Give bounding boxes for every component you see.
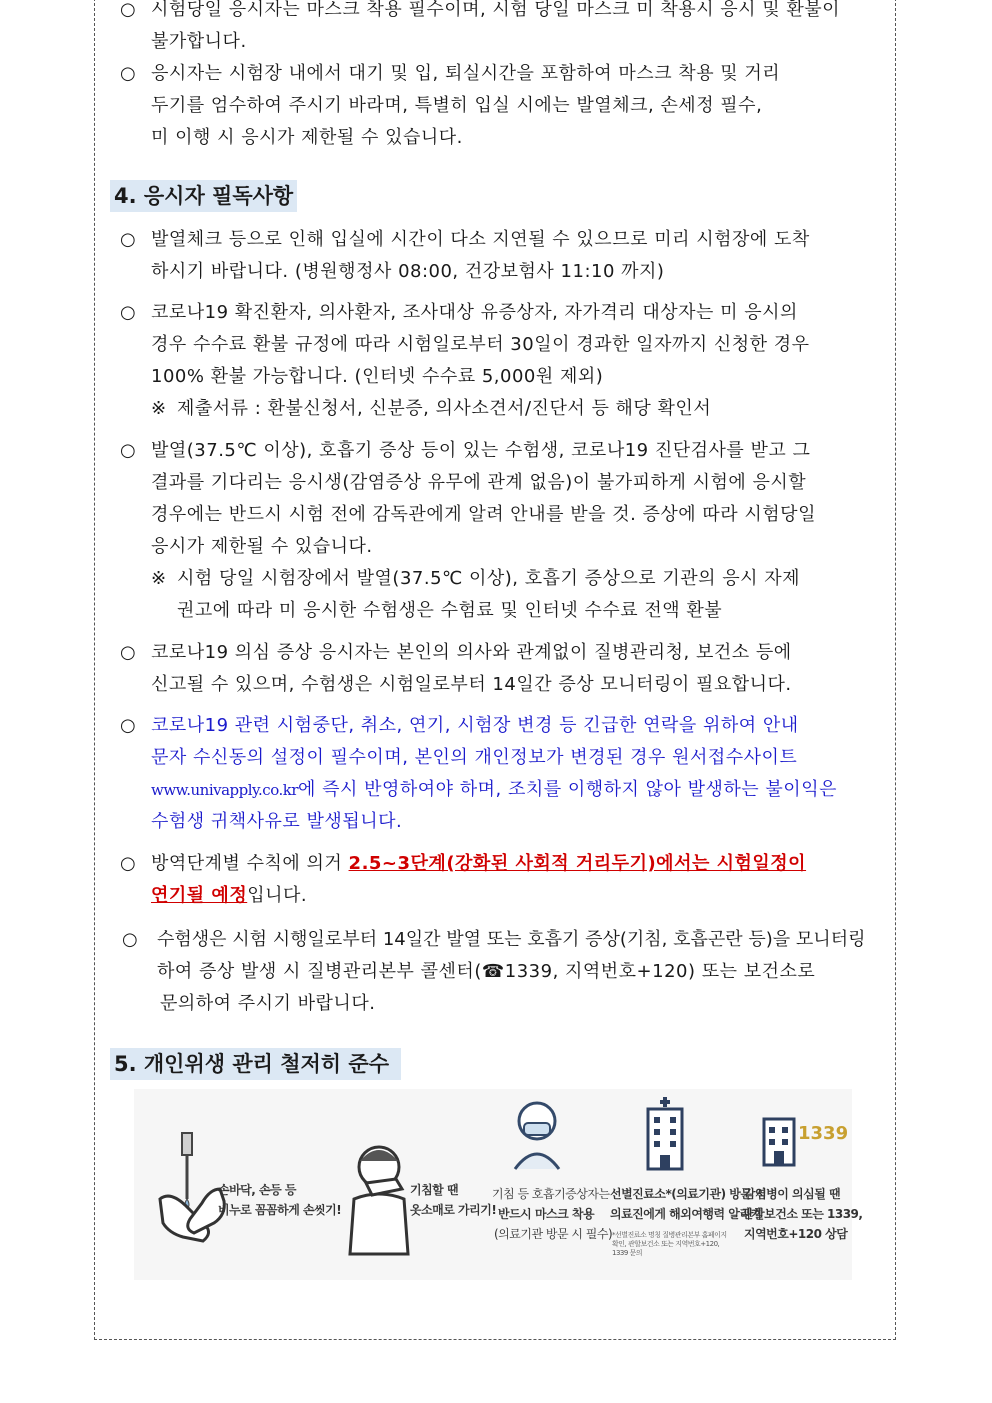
panel-caption: 선별진료소*(의료기관) 방문 시 [610, 1187, 767, 1201]
panel-caption: 비누로 꼼꼼하게 손씻기! [218, 1203, 342, 1217]
item-text: 발열(37.5℃ 이상), 호흡기 증상 등이 있는 수험생, 코로나19 진단검사를 받고 그 [151, 440, 811, 461]
site-url[interactable]: www.univapply.co.kr [151, 781, 298, 799]
note-symbol: ※ [151, 568, 167, 589]
list-item-warning [120, 848, 890, 912]
item-text: 경우에는 반드시 시험 전에 감독관에게 알려 안내를 받을 것. 증상에 따라 시험당일 [151, 504, 816, 525]
item-text: 미 이행 시 응시가 제한될 수 있습니다. [151, 127, 463, 148]
item-text: 두기를 엄수하여 주시기 바라며, 특별히 입실 시에는 발열체크, 손세정 필수, [151, 95, 763, 116]
list-item-notice [120, 710, 890, 838]
item-text: 결과를 기다리는 응시생(감염증상 유무에 관계 없음)이 불가피하게 시험에 응시할 [151, 472, 807, 493]
panel-caption: 옷소매로 가리기! [410, 1203, 497, 1217]
note-line [151, 563, 890, 595]
red-warning-text: 2.5~3단계(강화된 사회적 거리두기)에서는 시험일정이 [348, 853, 807, 874]
panel-caption: 의료진에게 해외여행력 알리기 [610, 1207, 762, 1221]
panel-caption: 기침할 땐 [410, 1183, 459, 1197]
section-heading: 5. 개인위생 관리 철저히 준수 [110, 1048, 401, 1080]
item-text: 신고될 수 있으며, 수험생은 시험일로부터 14일간 증상 모니터링이 필요합니다. [151, 674, 792, 695]
list-item [120, 0, 890, 58]
hospital-icon [642, 1095, 688, 1171]
list-item [120, 297, 890, 425]
panel-caption: 반드시 마스크 착용 [498, 1207, 595, 1221]
item-text [151, 880, 890, 912]
item-text [151, 774, 890, 806]
panel-footnote: *선별진료소 명칭 질병관리본부 홈페이지 확인, 관할보건소 또는 지역번호+120, 1339 문의 [612, 1231, 727, 1257]
item-text: 불가합니다. [151, 31, 247, 52]
item-text: 하여 증상 발생 시 질병관리본부 콜센터(☎1339, 지역번호+120) 또는 보건소로 [157, 961, 816, 982]
item-text: 응시자는 시험장 내에서 대기 및 입, 퇴실시간을 포함하여 마스크 착용 및 거리 [151, 63, 781, 84]
item-text-part: 에 즉시 반영하여야 하며, 조치를 이행하지 않아 발생하는 불이익은 [298, 779, 837, 800]
circle-bullet: ○ [120, 0, 137, 20]
item-text: 문의하여 주시기 바랍니다. [160, 993, 376, 1014]
circle-bullet: ○ [120, 715, 137, 736]
list-item [120, 224, 890, 288]
item-text-part: 방역단계별 수칙에 의거 [151, 853, 349, 874]
item-text: 수험생은 시험 시행일로부터 14일간 발열 또는 호흡기 증상(기침, 호흡곤란 등)을 모니터링 [157, 929, 866, 950]
note-text: 권고에 따라 미 응시한 수험생은 수험료 및 인터넷 수수료 전액 환불 [177, 600, 723, 621]
red-warning-text: 연기될 예정 [151, 885, 248, 906]
circle-bullet: ○ [120, 302, 137, 323]
panel-caption: 감염병이 의심될 땐 [744, 1187, 841, 1201]
item-text: 코로나19 확진환자, 의사환자, 조사대상 유증상자, 자가격리 대상자는 미 응시의 [151, 302, 798, 323]
panel-caption: 지역번호+120 상담 [744, 1227, 848, 1241]
section-heading: 4. 응시자 필독사항 [110, 180, 297, 212]
circle-bullet: ○ [120, 229, 137, 250]
item-text-part: 입니다. [247, 885, 308, 906]
item-text [151, 848, 890, 880]
note-symbol: ※ [151, 398, 167, 419]
note-text: 시험 당일 시험장에서 발열(37.5℃ 이상), 호흡기 증상으로 기관의 응시 자제 [177, 568, 801, 589]
item-text: 문자 수신동의 설정이 필수이며, 본인의 개인정보가 변경된 경우 원서접수사이트 [151, 747, 798, 768]
panel-caption: (의료기관 방문 시 필수) [494, 1227, 613, 1241]
circle-bullet: ○ [120, 440, 137, 461]
hygiene-panel [334, 1089, 497, 1280]
hygiene-panel [604, 1089, 767, 1280]
hygiene-infographic [134, 1089, 863, 1280]
item-text: 하시기 바랍니다. (병원행정사 08:00, 건강보험사 11:10 까지) [151, 261, 665, 282]
note-text: 제출서류 : 환불신청서, 신분증, 의사소견서/진단서 등 해당 확인서 [177, 398, 712, 419]
item-text: 코로나19 의심 증상 응시자는 본인의 의사와 관계없이 질병관리청, 보건소 등에 [151, 642, 792, 663]
note-line [151, 393, 890, 425]
item-text: 수험생 귀책사유로 발생됩니다. [151, 811, 403, 832]
item-text: 발열체크 등으로 인해 입실에 시간이 다소 지연될 수 있으므로 미리 시험장에 도착 [151, 229, 810, 250]
item-text: 경우 수수료 환불 규정에 따라 시험일로부터 30일이 경과한 일자까지 신청한 경우 [151, 334, 810, 355]
circle-bullet: ○ [122, 929, 139, 950]
hygiene-panel [734, 1089, 863, 1280]
health-center-1339-icon [758, 1099, 849, 1169]
item-text: 응시가 제한될 수 있습니다. [151, 536, 373, 557]
circle-bullet: ○ [120, 642, 137, 663]
mask-person-icon [512, 1099, 562, 1169]
hygiene-panel [484, 1089, 613, 1280]
circle-bullet: ○ [120, 63, 137, 84]
panel-caption: 관할보건소 또는 1339, [742, 1207, 863, 1221]
hygiene-panel [134, 1089, 342, 1280]
cough-elbow-icon [344, 1139, 414, 1259]
list-item [120, 58, 890, 154]
panel-caption: 기침 등 호흡기증상자는 [492, 1187, 610, 1201]
svg-text:1339: 1339 [798, 1123, 849, 1144]
item-text: 코로나19 관련 시험중단, 취소, 연기, 시험장 변경 등 긴급한 연락을 위하여 안내 [151, 715, 799, 736]
list-item [122, 924, 892, 1020]
item-text: 시험당일 응시자는 마스크 착용 필수이며, 시험 당일 마스크 미 착용시 응시 및 환불이 [151, 0, 841, 20]
circle-bullet: ○ [120, 853, 137, 874]
list-item [120, 435, 890, 627]
list-item [120, 637, 890, 701]
item-text: 100% 환불 가능합니다. (인터넷 수수료 5,000원 제외) [151, 366, 604, 387]
panel-caption: 손바닥, 손등 등 [218, 1183, 296, 1197]
